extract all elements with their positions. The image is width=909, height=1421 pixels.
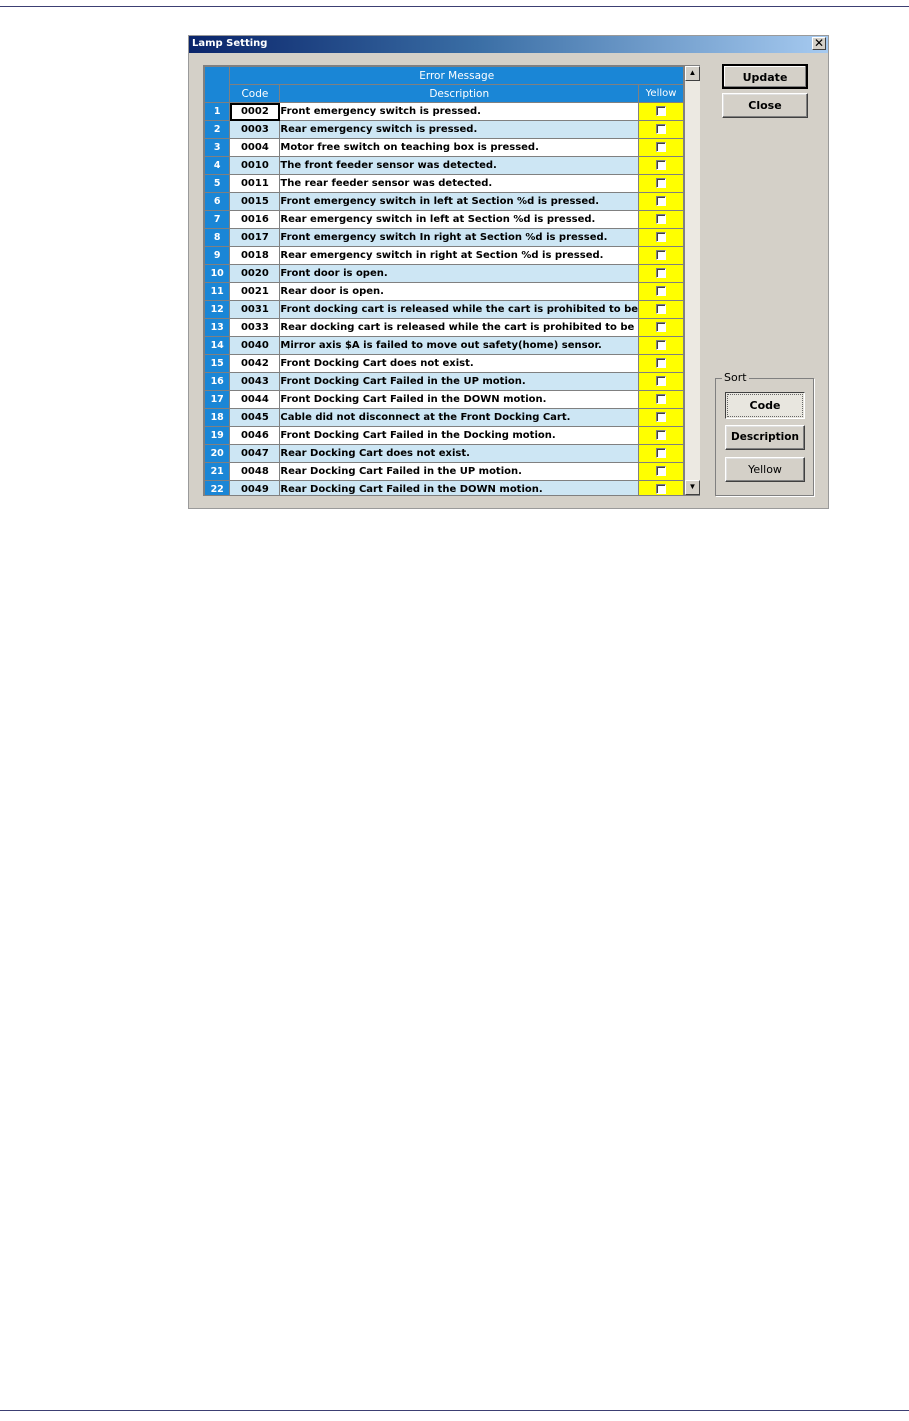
yellow-cell[interactable] (639, 481, 684, 497)
yellow-checkbox[interactable] (656, 232, 666, 242)
table-row[interactable] (205, 157, 684, 175)
table-row[interactable] (205, 229, 684, 247)
error-description-cell[interactable]: Mirror axis $A is failed to move out safety(home) sensor. (280, 337, 639, 355)
table-row[interactable] (205, 427, 684, 445)
table-row[interactable] (205, 301, 684, 319)
yellow-cell[interactable] (639, 445, 684, 463)
window-title: Lamp Setting (192, 38, 268, 49)
row-number[interactable]: 19 (205, 427, 230, 445)
table-row[interactable] (205, 121, 684, 139)
row-number[interactable]: 3 (205, 139, 230, 157)
yellow-checkbox[interactable] (656, 268, 666, 278)
group-header-error-message: Error Message (230, 67, 684, 85)
yellow-cell[interactable] (639, 247, 684, 265)
yellow-checkbox[interactable] (656, 196, 666, 206)
yellow-checkbox[interactable] (656, 340, 666, 350)
error-code-cell[interactable]: 0011 (230, 175, 280, 193)
yellow-cell[interactable] (639, 409, 684, 427)
sort-by-code-button[interactable]: Code (725, 392, 805, 419)
table-row[interactable] (205, 445, 684, 463)
yellow-cell[interactable] (639, 373, 684, 391)
grid-corner (205, 67, 230, 103)
error-code-cell[interactable]: 0040 (230, 337, 280, 355)
error-code-cell[interactable]: 0003 (230, 121, 280, 139)
table-row[interactable] (205, 103, 684, 121)
error-description-cell[interactable]: Front Docking Cart Failed in the UP motion. (280, 373, 639, 391)
table-row[interactable] (205, 193, 684, 211)
yellow-cell[interactable] (639, 337, 684, 355)
sort-group-label: Sort (724, 371, 747, 384)
yellow-cell[interactable] (639, 391, 684, 409)
error-code-cell[interactable]: 0018 (230, 247, 280, 265)
table-row[interactable] (205, 319, 684, 337)
scroll-down-arrow-icon[interactable]: ▼ (685, 480, 700, 495)
yellow-cell[interactable] (639, 193, 684, 211)
yellow-cell[interactable] (639, 355, 684, 373)
table-row[interactable] (205, 283, 684, 301)
row-number[interactable]: 1 (205, 103, 230, 121)
error-description-cell[interactable]: The front feeder sensor was detected. (280, 157, 639, 175)
row-number[interactable]: 14 (205, 337, 230, 355)
row-number[interactable]: 12 (205, 301, 230, 319)
yellow-cell[interactable] (639, 157, 684, 175)
row-number[interactable]: 6 (205, 193, 230, 211)
table-row[interactable] (205, 211, 684, 229)
row-number[interactable]: 8 (205, 229, 230, 247)
error-message-grid (203, 65, 685, 496)
error-code-cell[interactable]: 0031 (230, 301, 280, 319)
table-row[interactable] (205, 481, 684, 497)
table-row[interactable] (205, 247, 684, 265)
row-number[interactable]: 16 (205, 373, 230, 391)
yellow-checkbox[interactable] (656, 124, 666, 134)
yellow-checkbox[interactable] (656, 412, 666, 422)
yellow-checkbox[interactable] (656, 160, 666, 170)
lamp-setting-window (188, 35, 829, 509)
error-description-cell[interactable]: Rear emergency switch is pressed. (280, 121, 639, 139)
error-code-cell[interactable]: 0015 (230, 193, 280, 211)
grid-vertical-scrollbar[interactable] (685, 65, 700, 496)
yellow-checkbox[interactable] (656, 394, 666, 404)
yellow-cell[interactable] (639, 103, 684, 121)
error-description-cell[interactable]: Rear emergency switch in right at Section %d is pressed. (280, 247, 639, 265)
scroll-up-arrow-icon[interactable]: ▲ (685, 66, 700, 81)
row-number[interactable]: 2 (205, 121, 230, 139)
row-number[interactable]: 13 (205, 319, 230, 337)
error-code-cell[interactable]: 0045 (230, 409, 280, 427)
column-header-yellow[interactable]: Yellow (639, 85, 684, 103)
yellow-checkbox[interactable] (656, 304, 666, 314)
yellow-cell[interactable] (639, 229, 684, 247)
update-button[interactable]: Update (722, 64, 808, 89)
yellow-checkbox[interactable] (656, 448, 666, 458)
yellow-checkbox[interactable] (656, 178, 666, 188)
error-description-cell[interactable]: Front Docking Cart Failed in the DOWN motion. (280, 391, 639, 409)
error-description-cell[interactable]: Front Docking Cart Failed in the Docking motion. (280, 427, 639, 445)
row-number[interactable]: 4 (205, 157, 230, 175)
error-code-cell[interactable]: 0010 (230, 157, 280, 175)
error-description-cell[interactable]: Rear Docking Cart does not exist. (280, 445, 639, 463)
error-code-cell[interactable]: 0044 (230, 391, 280, 409)
yellow-cell[interactable] (639, 463, 684, 481)
table-row[interactable] (205, 355, 684, 373)
yellow-checkbox[interactable] (656, 466, 666, 476)
yellow-checkbox[interactable] (656, 322, 666, 332)
yellow-checkbox[interactable] (656, 250, 666, 260)
yellow-cell[interactable] (639, 211, 684, 229)
row-number[interactable]: 10 (205, 265, 230, 283)
row-number[interactable]: 7 (205, 211, 230, 229)
error-description-cell[interactable]: Front emergency switch In right at Section %d is pressed. (280, 229, 639, 247)
error-code-cell[interactable]: 0002 (230, 103, 280, 121)
error-description-cell[interactable]: Cable did not disconnect at the Front Docking Cart. (280, 409, 639, 427)
error-description-cell[interactable]: Rear emergency switch in left at Section %d is pressed. (280, 211, 639, 229)
error-description-cell[interactable]: Rear Docking Cart Failed in the UP motion. (280, 463, 639, 481)
sort-by-yellow-button[interactable]: Yellow (725, 457, 805, 482)
error-description-cell[interactable]: Front emergency switch in left at Section %d is pressed. (280, 193, 639, 211)
error-code-cell[interactable]: 0049 (230, 481, 280, 497)
yellow-checkbox[interactable] (656, 376, 666, 386)
row-number[interactable]: 18 (205, 409, 230, 427)
error-description-cell[interactable]: Rear door is open. (280, 283, 639, 301)
column-header-code[interactable]: Code (230, 85, 280, 103)
error-description-cell[interactable]: Rear Docking Cart Failed in the DOWN motion. (280, 481, 639, 497)
error-code-cell[interactable]: 0021 (230, 283, 280, 301)
table-row[interactable] (205, 391, 684, 409)
yellow-checkbox[interactable] (656, 430, 666, 440)
row-number[interactable]: 15 (205, 355, 230, 373)
yellow-checkbox[interactable] (656, 106, 666, 116)
error-code-cell[interactable]: 0020 (230, 265, 280, 283)
row-number[interactable]: 21 (205, 463, 230, 481)
yellow-checkbox[interactable] (656, 484, 666, 494)
row-number[interactable]: 5 (205, 175, 230, 193)
yellow-cell[interactable] (639, 139, 684, 157)
error-code-cell[interactable]: 0017 (230, 229, 280, 247)
error-code-cell[interactable]: 0016 (230, 211, 280, 229)
error-description-cell[interactable]: Front door is open. (280, 265, 639, 283)
yellow-checkbox[interactable] (656, 358, 666, 368)
table-row[interactable] (205, 139, 684, 157)
row-number[interactable]: 22 (205, 481, 230, 497)
page-bottom-rule (0, 1410, 909, 1411)
error-code-cell[interactable]: 0047 (230, 445, 280, 463)
close-button[interactable]: Close (722, 93, 808, 118)
yellow-checkbox[interactable] (656, 142, 666, 152)
yellow-checkbox[interactable] (656, 286, 666, 296)
error-table (204, 66, 684, 496)
table-row[interactable] (205, 175, 684, 193)
yellow-checkbox[interactable] (656, 214, 666, 224)
yellow-cell[interactable] (639, 301, 684, 319)
error-description-cell[interactable]: Motor free switch on teaching box is pressed. (280, 139, 639, 157)
table-row[interactable] (205, 409, 684, 427)
error-code-cell[interactable]: 0043 (230, 373, 280, 391)
table-row[interactable] (205, 265, 684, 283)
error-code-cell[interactable]: 0048 (230, 463, 280, 481)
row-number[interactable]: 20 (205, 445, 230, 463)
error-description-cell[interactable]: Front emergency switch is pressed. (280, 103, 639, 121)
table-row[interactable] (205, 373, 684, 391)
row-number[interactable]: 9 (205, 247, 230, 265)
error-code-cell[interactable]: 0033 (230, 319, 280, 337)
error-code-cell[interactable]: 0004 (230, 139, 280, 157)
page-top-rule (0, 6, 909, 7)
yellow-cell[interactable] (639, 175, 684, 193)
close-window-icon[interactable]: ✕ (813, 36, 825, 50)
error-code-cell[interactable]: 0042 (230, 355, 280, 373)
yellow-cell[interactable] (639, 283, 684, 301)
error-code-cell[interactable]: 0046 (230, 427, 280, 445)
error-description-cell[interactable]: Rear docking cart is released while the cart is prohibited to be (280, 319, 639, 337)
title-bar[interactable] (189, 36, 828, 53)
sort-by-description-button[interactable]: Description (725, 425, 805, 450)
error-description-cell[interactable]: The rear feeder sensor was detected. (280, 175, 639, 193)
yellow-cell[interactable] (639, 265, 684, 283)
column-header-description[interactable]: Description (280, 85, 639, 103)
row-number[interactable]: 11 (205, 283, 230, 301)
yellow-cell[interactable] (639, 427, 684, 445)
error-description-cell[interactable]: Front docking cart is released while the cart is prohibited to be (280, 301, 639, 319)
row-number[interactable]: 17 (205, 391, 230, 409)
error-description-cell[interactable]: Front Docking Cart does not exist. (280, 355, 639, 373)
table-row[interactable] (205, 463, 684, 481)
yellow-cell[interactable] (639, 121, 684, 139)
table-row[interactable] (205, 337, 684, 355)
yellow-cell[interactable] (639, 319, 684, 337)
